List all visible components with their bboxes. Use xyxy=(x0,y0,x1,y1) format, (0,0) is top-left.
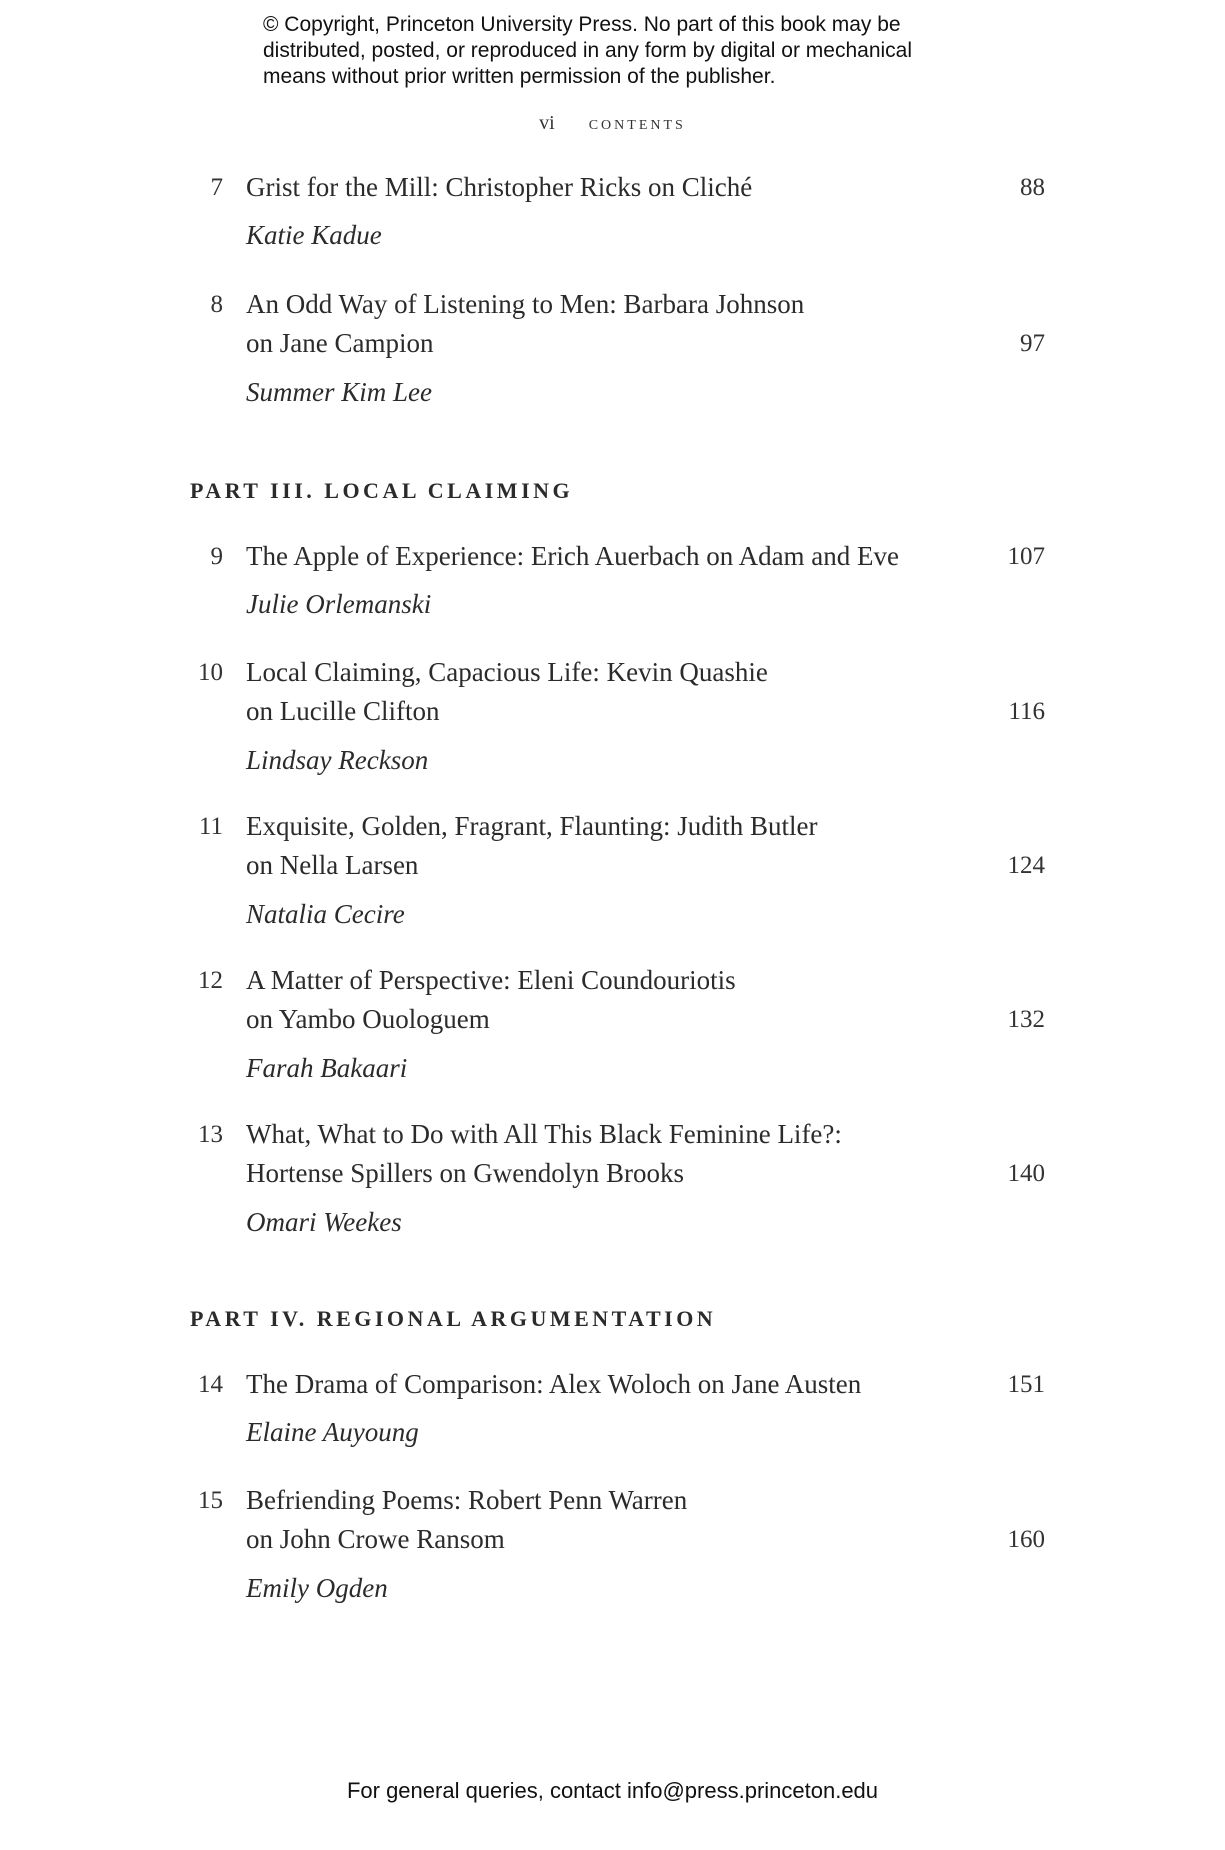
chapter-page: 97 xyxy=(1020,330,1045,357)
chapter-number: 8 xyxy=(210,291,223,318)
chapter-title-line: The Apple of Experience: Erich Auerbach on Adam and Eve xyxy=(246,541,900,571)
chapter-number: 10 xyxy=(198,659,223,686)
chapter-number: 13 xyxy=(198,1121,223,1148)
chapter-author: Omari Weekes xyxy=(246,1207,402,1237)
chapter-author: Summer Kim Lee xyxy=(246,377,432,407)
chapter-page: 124 xyxy=(1007,852,1045,879)
copyright-line: means without prior written permission of the publisher. xyxy=(263,65,776,88)
chapter-title-line: on John Crowe Ransom xyxy=(246,1524,505,1554)
part-heading: PART IV. REGIONAL ARGUMENTATION xyxy=(190,1306,717,1331)
copyright-line: distributed, posted, or reproduced in any form by digital or mechanical xyxy=(263,39,913,62)
chapter-title xyxy=(246,1115,966,1193)
chapter-page: 140 xyxy=(1007,1160,1045,1187)
footer-contact: For general queries, contact info@press.princeton.edu xyxy=(346,1778,879,1803)
chapter-page: 132 xyxy=(1007,1006,1045,1033)
chapter-author: Emily Ogden xyxy=(246,1573,388,1603)
chapter-title xyxy=(246,537,966,576)
running-head-section: contents xyxy=(588,112,686,134)
chapter-title-line: Local Claiming, Capacious Life: Kevin Quashie xyxy=(246,657,768,687)
chapter-title xyxy=(246,1481,966,1559)
chapter-number: 15 xyxy=(198,1487,223,1514)
chapter-title-line: on Jane Campion xyxy=(246,328,434,358)
chapter-title xyxy=(246,807,966,885)
chapter-page: 116 xyxy=(1008,698,1045,725)
chapter-title-line: Hortense Spillers on Gwendolyn Brooks xyxy=(246,1158,684,1188)
chapter-title-line: An Odd Way of Listening to Men: Barbara Johnson xyxy=(246,289,805,319)
part-heading: PART III. LOCAL CLAIMING xyxy=(190,478,574,503)
chapter-title-line: The Drama of Comparison: Alex Woloch on Jane Austen xyxy=(246,1369,862,1399)
running-head-page-number: vi xyxy=(539,112,555,134)
chapter-number: 14 xyxy=(198,1371,223,1398)
chapter-title-line: Exquisite, Golden, Fragrant, Flaunting: Judith Butler xyxy=(246,811,818,841)
chapter-author: Julie Orlemanski xyxy=(246,589,432,619)
chapter-title-line: What, What to Do with All This Black Feminine Life?: xyxy=(246,1119,842,1149)
chapter-number: 7 xyxy=(210,174,223,201)
chapter-page: 160 xyxy=(1007,1526,1045,1553)
chapter-title-line: on Nella Larsen xyxy=(246,850,419,880)
chapter-number: 12 xyxy=(198,967,223,994)
chapter-title-line: Grist for the Mill: Christopher Ricks on Cliché xyxy=(246,172,753,202)
chapter-author: Katie Kadue xyxy=(246,220,382,250)
chapter-title-line: on Yambo Ouologuem xyxy=(246,1004,490,1034)
chapter-title xyxy=(246,168,966,207)
chapter-author: Farah Bakaari xyxy=(246,1053,408,1083)
chapter-author: Natalia Cecire xyxy=(246,899,405,929)
chapter-number: 11 xyxy=(198,813,223,840)
chapter-page: 88 xyxy=(1020,174,1045,201)
running-head xyxy=(0,112,1225,135)
chapter-title xyxy=(246,1365,966,1404)
chapter-title-line: on Lucille Clifton xyxy=(246,696,440,726)
chapter-title-line: Befriending Poems: Robert Penn Warren xyxy=(246,1485,688,1515)
chapter-author: Lindsay Reckson xyxy=(246,745,429,775)
copyright-line: © Copyright, Princeton University Press. No part of this book may be xyxy=(263,13,901,36)
chapter-title xyxy=(246,961,966,1039)
copyright-notice xyxy=(263,12,1023,90)
chapter-author: Elaine Auyoung xyxy=(246,1417,419,1447)
chapter-number: 9 xyxy=(210,543,223,570)
chapter-title xyxy=(246,653,966,731)
chapter-page: 107 xyxy=(1007,543,1045,570)
chapter-title-line: A Matter of Perspective: Eleni Coundouriotis xyxy=(246,965,736,995)
chapter-page: 151 xyxy=(1007,1371,1045,1398)
chapter-title xyxy=(246,285,966,363)
